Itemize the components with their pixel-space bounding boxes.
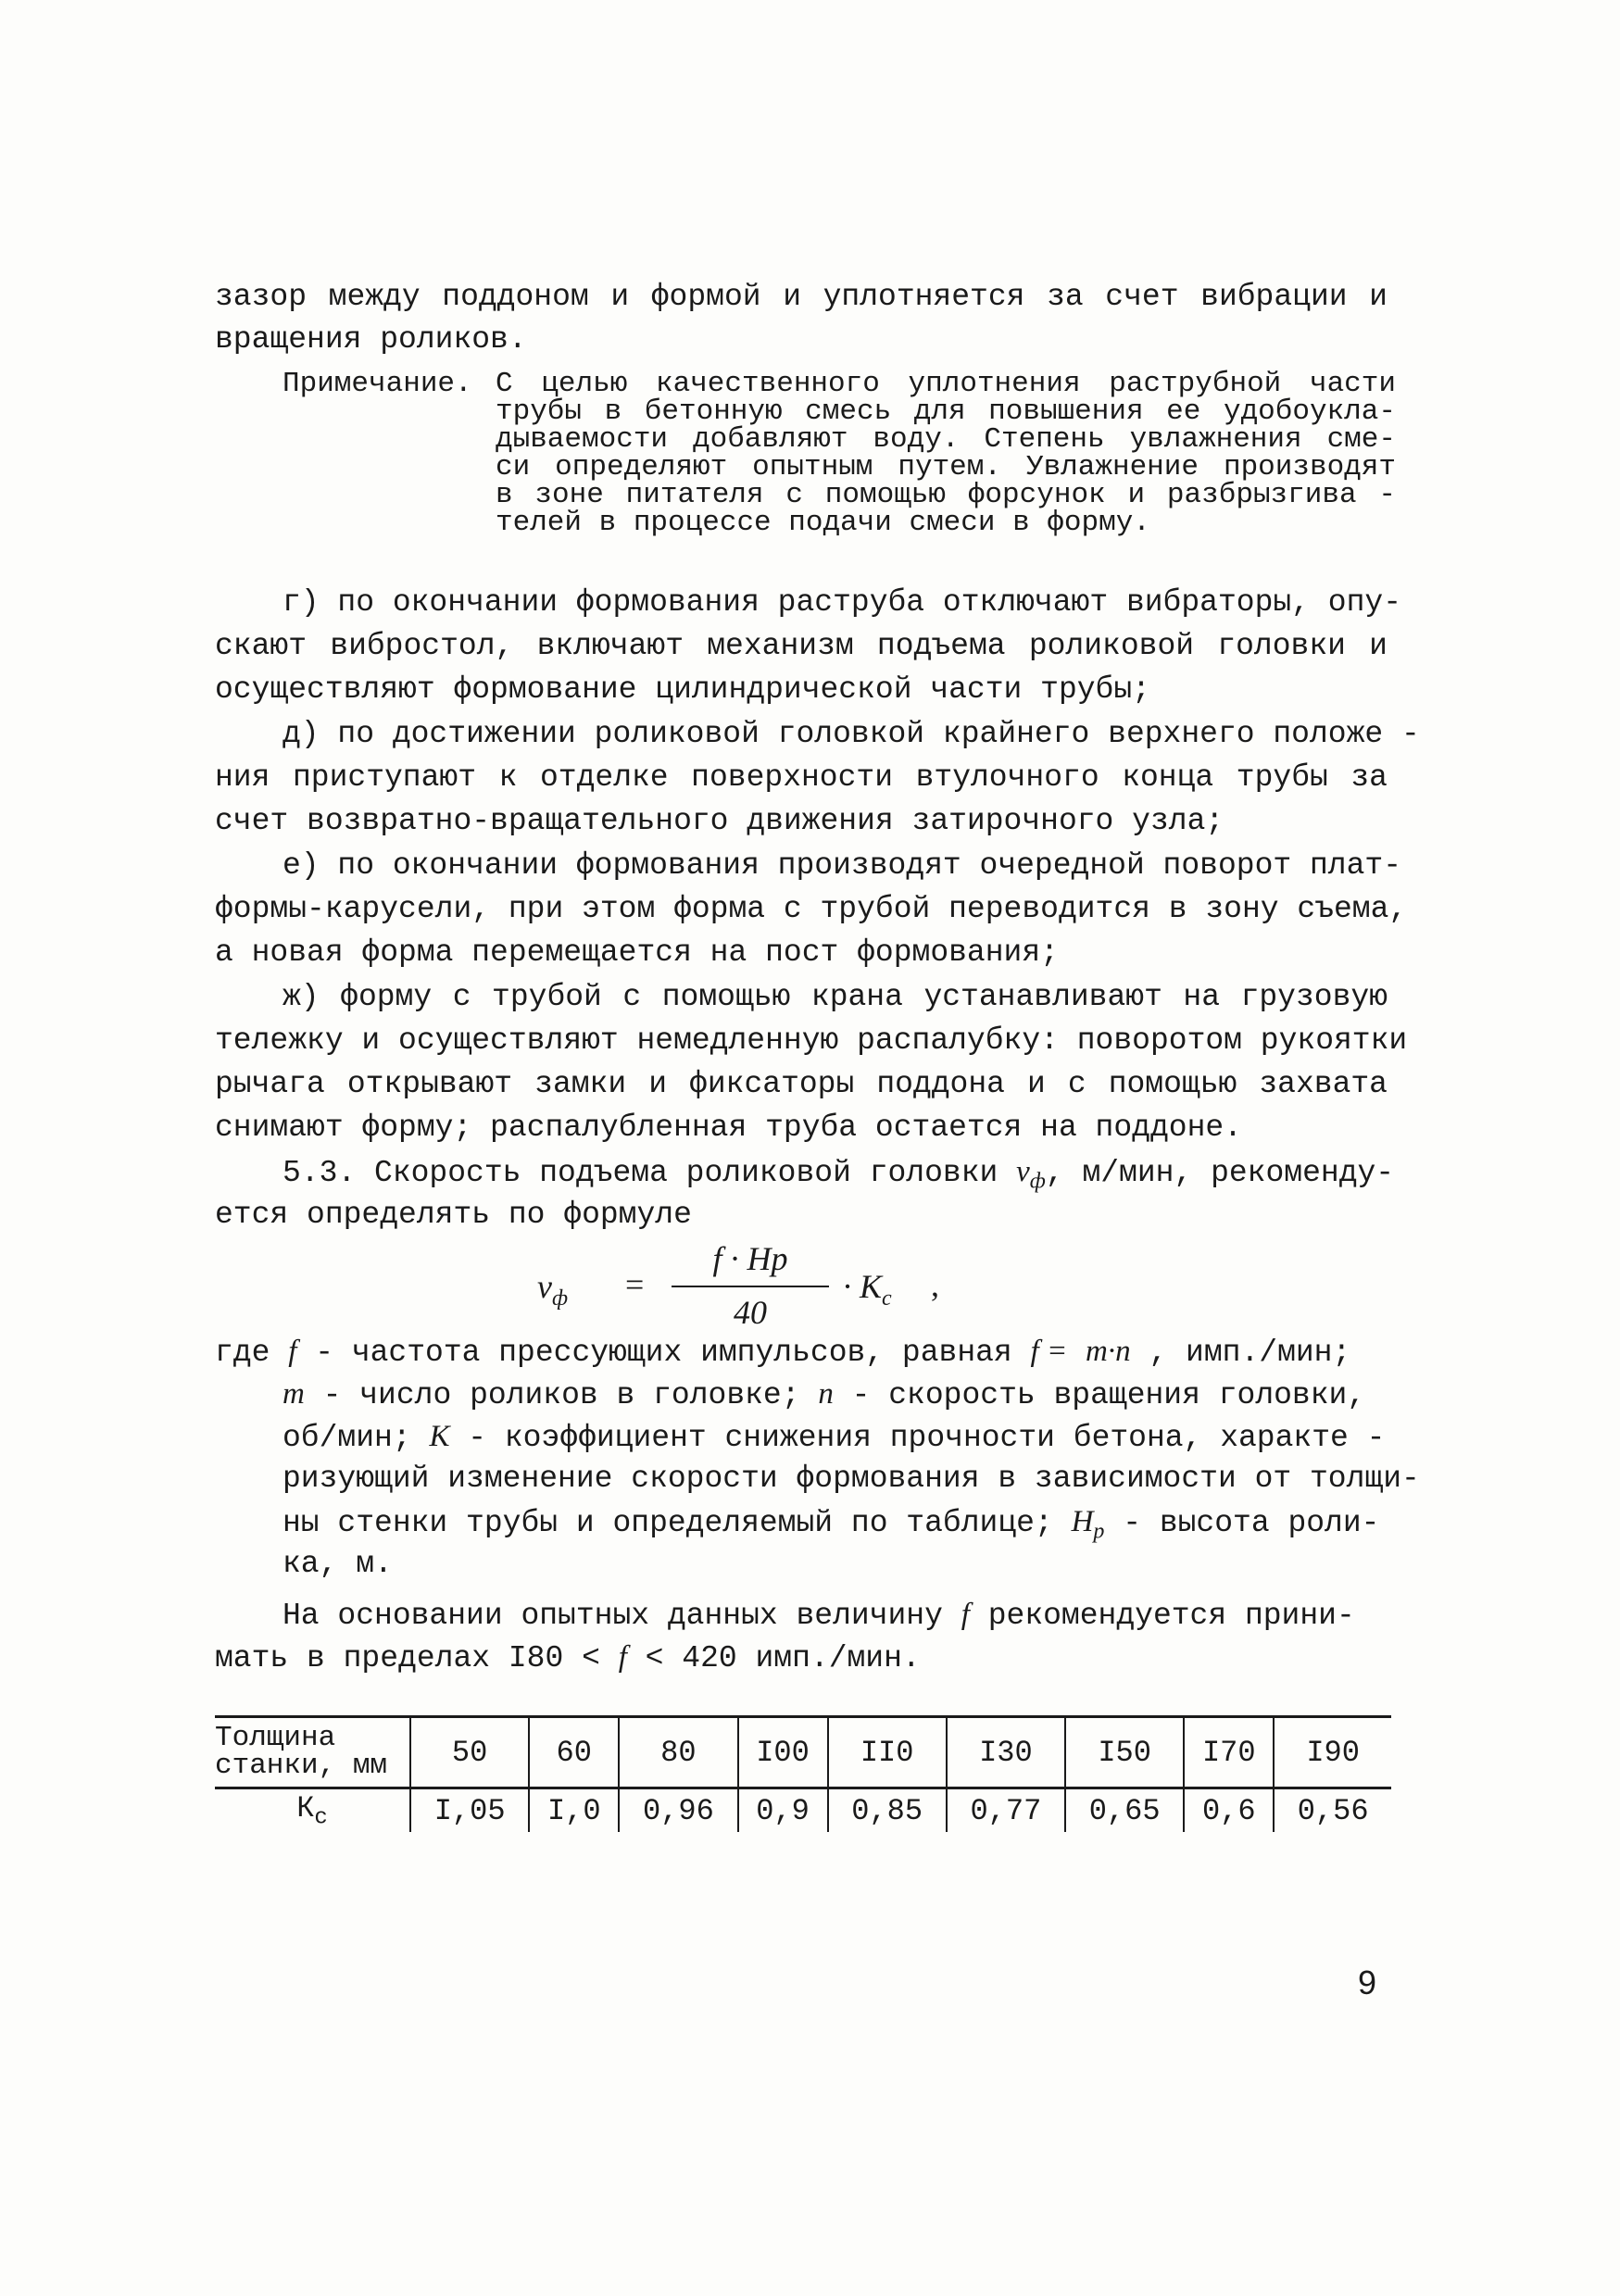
note-line: С целью качественного уплотнения раструбной части bbox=[496, 368, 1396, 400]
formula-v: $v_ф$ bbox=[537, 1268, 569, 1311]
symbol-m: m bbox=[283, 1377, 305, 1411]
text-line: д) по достижении роликовой головкой крайнего верхнего положе - bbox=[283, 717, 1420, 751]
table-cell: I90 bbox=[1274, 1717, 1391, 1788]
text-line: счет возвратно-вращательного движения затирочного узла; bbox=[215, 804, 1224, 838]
formula-equals: = bbox=[625, 1266, 645, 1303]
text-line: На основании опытных данных величину f рекомендуется прини- bbox=[283, 1598, 1355, 1633]
text-line: е) по окончании формования производят очередной поворот плат- bbox=[283, 848, 1401, 883]
note-line: трубы в бетонную смесь для повышения ее удобоукла- bbox=[496, 395, 1396, 428]
table-cell: I,0 bbox=[529, 1788, 619, 1833]
text-line: снимают форму; распалубленная труба остается на поддоне. bbox=[215, 1110, 1242, 1145]
symbol-f: f bbox=[961, 1598, 970, 1631]
text-line: ны стенки трубы и определяемый по таблице; $H_р$ - высота роли- bbox=[283, 1505, 1380, 1544]
table-cell: 0,85 bbox=[828, 1788, 947, 1833]
formula-kc: · $K_c$ bbox=[843, 1268, 892, 1311]
formula-comma: , bbox=[931, 1266, 939, 1303]
table-row-label: $К_с$ bbox=[296, 1790, 328, 1831]
text-line: ка, м. bbox=[283, 1547, 393, 1581]
symbol-n: n bbox=[818, 1377, 834, 1411]
text-line: скают вибростол, включают механизм подъема роликовой головки и bbox=[215, 629, 1388, 663]
text-line: ется определять по формуле bbox=[215, 1198, 692, 1232]
table-cell: II0 bbox=[828, 1717, 947, 1788]
text-line: рычага открывают замки и фиксаторы поддона и с помощью захвата bbox=[215, 1067, 1388, 1101]
table-cell: 0,96 bbox=[619, 1788, 737, 1833]
text-span: 5.3. Скорость подъема роликовой головки bbox=[283, 1156, 998, 1190]
text-line: об/мин; K - коэффициент снижения прочности бетона, характе - bbox=[283, 1420, 1386, 1455]
note-line: в зоне питателя с помощью форсунок и разбрызгива - bbox=[496, 479, 1396, 511]
text-line: мать в пределах I80 < f < 420 имп./мин. bbox=[215, 1640, 921, 1675]
table-cell: 0,56 bbox=[1274, 1788, 1391, 1833]
table-cell: I70 bbox=[1184, 1717, 1274, 1788]
kc-table bbox=[215, 1715, 1391, 1832]
table-cell: 50 bbox=[410, 1717, 529, 1788]
symbol-f: f = bbox=[1030, 1335, 1068, 1368]
table-cell: I50 bbox=[1065, 1717, 1184, 1788]
text-line: где f - частота прессующих импульсов, равная f = m·n , имп./мин; bbox=[215, 1335, 1351, 1370]
formula-numerator: f · Hр bbox=[712, 1240, 788, 1277]
table-cell: 0,77 bbox=[947, 1788, 1065, 1833]
note-line: си определяют опытным путем. Увлажнение производят bbox=[496, 451, 1396, 483]
table-row bbox=[215, 1717, 1391, 1788]
formula-denominator: 40 bbox=[734, 1294, 767, 1331]
table-cell: I00 bbox=[738, 1717, 828, 1788]
table-header-label: Толщина станки, мм bbox=[215, 1717, 410, 1788]
fraction-bar bbox=[672, 1286, 829, 1287]
text-line: г) по окончании формования раструба отключают вибраторы, опу- bbox=[283, 585, 1401, 620]
table-cell: 0,65 bbox=[1065, 1788, 1184, 1833]
text-line: а новая форма перемещается на пост формования; bbox=[215, 935, 1059, 970]
note-line: телей в процессе подачи смеси в форму. bbox=[496, 507, 1150, 539]
text-line: вращения роликов. bbox=[215, 322, 527, 357]
table-cell: 0,9 bbox=[738, 1788, 828, 1833]
text-line: ния приступают к отделке поверхности втулочного конца трубы за bbox=[215, 760, 1388, 795]
text-line: формы-карусели, при этом форма с трубой переводится в зону съема, bbox=[215, 892, 1408, 926]
symbol-m-n: m·n bbox=[1086, 1335, 1131, 1368]
text-line: ризующий изменение скорости формования в зависимости от толщи- bbox=[283, 1462, 1420, 1496]
table-row bbox=[215, 1788, 1391, 1833]
symbol-f: f bbox=[288, 1335, 297, 1368]
text-line: тележку и осуществляют немедленную распалубку: поворотом рукоятки bbox=[215, 1023, 1408, 1058]
text-line: зазор между поддоном и формой и уплотняется за счет вибрации и bbox=[215, 280, 1388, 314]
table-cell: 0,6 bbox=[1184, 1788, 1274, 1833]
note-label: Примечание. bbox=[283, 368, 472, 400]
table-cell: 60 bbox=[529, 1717, 619, 1788]
page-number: 9 bbox=[1358, 1964, 1377, 2001]
text-line: осуществляют формование цилиндрической части трубы; bbox=[215, 672, 1150, 707]
formula bbox=[537, 1239, 982, 1341]
text-line: m - число роликов в головке; n - скорость вращения головки, bbox=[283, 1377, 1366, 1412]
symbol-k: K bbox=[429, 1420, 450, 1453]
table-cell: 80 bbox=[619, 1717, 737, 1788]
symbol-f: f bbox=[618, 1640, 627, 1674]
text-line: ж) форму с трубой с помощью крана устанавливают на грузовую bbox=[283, 980, 1388, 1014]
symbol-v: $v_ф$ bbox=[1016, 1155, 1046, 1194]
text-span: , м/мин, рекоменду- bbox=[1045, 1156, 1395, 1190]
table-cell: I,05 bbox=[410, 1788, 529, 1833]
symbol-h: $H_р$ bbox=[1071, 1505, 1105, 1544]
table-cell: I30 bbox=[947, 1717, 1065, 1788]
note-line: дываемости добавляют воду. Степень увлажнения сме- bbox=[496, 423, 1396, 456]
